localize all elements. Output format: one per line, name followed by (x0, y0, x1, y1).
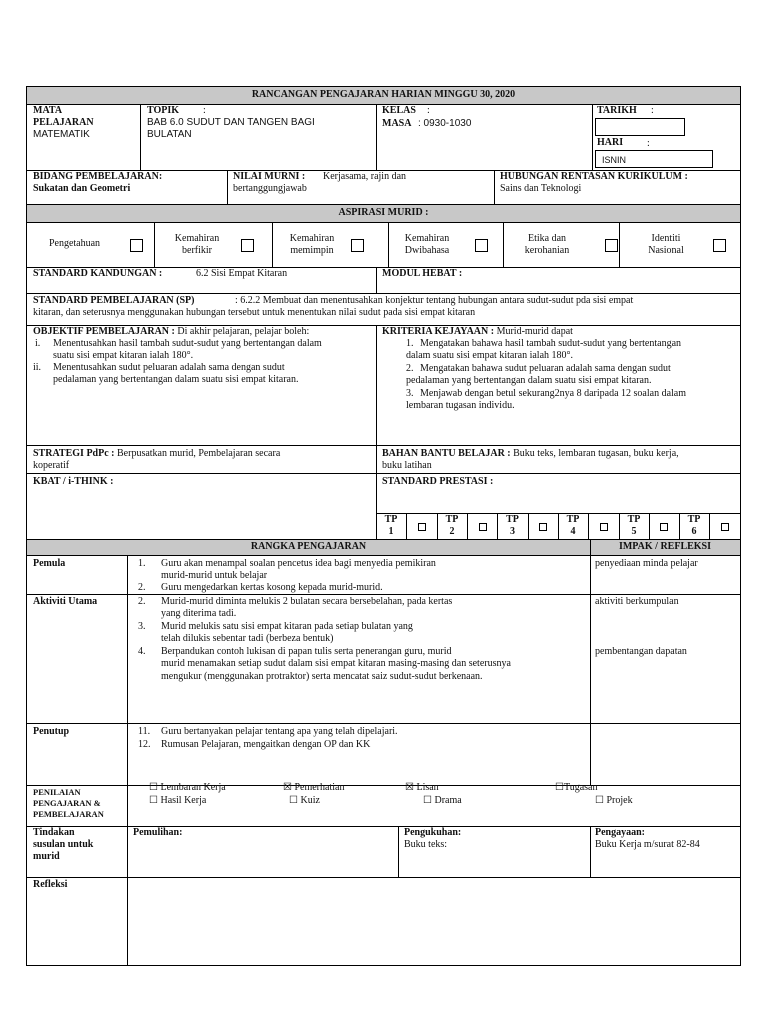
penutup-num: 11. (138, 726, 151, 737)
penilaian-label-line: PENGAJARAN & (33, 798, 101, 808)
aspirasi-item-memimpin (274, 233, 350, 257)
option-label: Lembaran Kerja (160, 782, 226, 793)
tp-2 (437, 514, 467, 538)
hari-colon: : (647, 138, 650, 149)
nilai-value-1: Kerjasama, rajin dan (323, 171, 407, 182)
tp-label: TP (384, 514, 398, 525)
aktiviti-label: Aktiviti Utama (33, 596, 98, 607)
kriteria-label: KRITERIA KEJAYAAN : (382, 326, 495, 337)
tarikh-colon: : (651, 105, 654, 116)
tp-checkbox-3[interactable] (539, 523, 547, 531)
prestasi-label: STANDARD PRESTASI : (382, 476, 494, 487)
aspirasi-item-berfikir (157, 233, 237, 257)
option-label: Pemerhatian (294, 782, 345, 793)
nilai-label: NILAI MURNI : (233, 171, 306, 182)
rangka-heading: RANGKA PENGAJARAN (250, 541, 367, 552)
penilaian-option-lisan[interactable] (405, 782, 439, 794)
objektif-label: OBJEKTIF PEMBELAJARAN : (33, 326, 175, 337)
penilaian-label-line: PENILAIAN (33, 787, 81, 797)
pengukuhan-value: Buku teks: (404, 839, 448, 850)
topik-value-1: BAB 6.0 SUDUT DAN TANGEN BAGI (147, 117, 315, 128)
kriteria-item-line: Mengatakan bahawa sudut peluaran adalah sama dengan sudut (420, 363, 671, 374)
pengayaan-value: Buku Kerja m/surat 82-84 (595, 839, 700, 850)
aspirasi-label: Kemahiran (174, 233, 220, 244)
tp-4 (558, 514, 588, 538)
checkbox-icon: ☐ (149, 782, 158, 793)
objektif-num: ii. (33, 362, 42, 373)
aspirasi-checkbox-memimpin[interactable] (351, 239, 364, 252)
bidang-value: Sukatan dan Geometri (33, 183, 131, 194)
bahan-value-2: buku latihan (382, 460, 432, 471)
tp-1 (376, 514, 406, 538)
kriteria-item-line: dalam suatu sisi empat kitaran ialah 180°. (406, 350, 574, 361)
checked-box-icon: ☒ (283, 782, 292, 793)
penutup-line: Guru bertanyakan pelajar tentang apa yang telah dipelajari. (161, 726, 398, 737)
aspirasi-item-dwibahasa (389, 233, 465, 257)
tarikh-label: TARIKH (597, 105, 637, 116)
tp-number: 6 (691, 526, 697, 537)
pemula-num: 2. (138, 582, 146, 593)
checkbox-icon: ☐ (149, 795, 158, 806)
kelas-colon: : (427, 105, 430, 116)
aspirasi-label: berfikir (182, 245, 212, 256)
objektif-num: i. (35, 338, 41, 349)
bahan-label: BAHAN BANTU BELAJAR : (382, 448, 511, 459)
tp-3 (497, 514, 528, 538)
option-label: Tugasan (563, 782, 598, 793)
kriteria-heading (382, 326, 573, 338)
aspirasi-label: Kemahiran (289, 233, 335, 244)
mata-label-2: PELAJARAN (33, 117, 94, 128)
topik-label: TOPIK (147, 105, 180, 116)
checkbox-icon: ☐ (423, 795, 432, 806)
aspirasi-heading: ASPIRASI MURID : (338, 207, 429, 218)
page-title: RANCANGAN PENGAJARAN HARIAN MINGGU 30, 2020 (251, 89, 516, 100)
tindakan-label-line: Tindakan (33, 827, 75, 838)
hubungan-value: Sains dan Teknologi (500, 183, 582, 194)
pemula-num: 1. (138, 558, 146, 569)
tindakan-label-line: murid (33, 851, 60, 862)
checkbox-icon: ☐ (555, 782, 564, 793)
option-label: Kuiz (300, 795, 320, 806)
pengayaan-label: Pengayaan: (595, 827, 645, 838)
sp-line-2: kitaran, dan seterusnya menggunakan hubungan tersebut untuk menentukan nilai sudut pada sisi empat kitaran (33, 307, 476, 318)
pemula-line: Guru akan menampal soalan pencetus idea bagi menyedia pemikiran (161, 558, 436, 569)
tp-5 (619, 514, 649, 538)
penilaian-label (33, 787, 104, 820)
aktiviti-num: 2. (138, 596, 146, 607)
penutup-label: Penutup (33, 726, 70, 737)
option-label: Drama (434, 795, 462, 806)
objektif-intro: Di akhir pelajaran, pelajar boleh: (177, 326, 310, 337)
tp-label: TP (627, 514, 641, 525)
kbat-label: KBAT / i-THINK : (33, 476, 114, 487)
aktiviti-line: Murid-murid diminta melukis 2 bulatan secara bersebelahan, pada kertas (161, 596, 453, 607)
penilaian-option-projek[interactable] (595, 795, 633, 807)
kriteria-num: 3. (406, 388, 414, 399)
aktiviti-line: mengukur (menggunakan protraktor) serta mencatat saiz sudut-sudut berkenaan. (161, 671, 483, 682)
aspirasi-checkbox-dwibahasa[interactable] (475, 239, 488, 252)
tp-label: TP (687, 514, 701, 525)
checked-box-icon: ☒ (405, 782, 414, 793)
penilaian-option-pemerhatian[interactable] (283, 782, 344, 794)
tp-checkbox-2[interactable] (479, 523, 487, 531)
strategi-value-2: koperatif (33, 460, 70, 471)
aspirasi-item-identiti (621, 233, 711, 257)
masa-value: : 0930-1030 (418, 118, 472, 129)
tarikh-field[interactable] (595, 118, 685, 136)
topik-value-2: BULATAN (147, 129, 192, 140)
aspirasi-label: Kemahiran (404, 233, 450, 244)
pemula-line: murid-murid untuk belajar (161, 570, 268, 581)
aktiviti-num: 4. (138, 646, 146, 657)
hari-label: HARI (597, 137, 624, 148)
kelas-label: KELAS (382, 105, 416, 116)
pemula-impak: penyediaan minda pelajar (595, 558, 698, 569)
sk-label: STANDARD KANDUNGAN : (33, 268, 163, 279)
aspirasi-label: Nasional (648, 245, 684, 256)
mata-value: MATEMATIK (33, 129, 90, 140)
tp-checkbox-5[interactable] (660, 523, 668, 531)
tindakan-label-line: susulan untuk (33, 839, 94, 850)
tp-6 (679, 514, 709, 538)
kriteria-item-line: lembaran tugasan individu. (406, 400, 515, 411)
pemulihan-label: Pemulihan: (133, 827, 183, 838)
strategi-row (33, 448, 280, 460)
option-label: Projek (606, 795, 633, 806)
bahan-row (382, 448, 679, 460)
refleksi-label: Refleksi (33, 879, 68, 890)
nilai-value-2: bertanggungjawab (233, 183, 307, 194)
penilaian-option-tugasan[interactable] (555, 782, 598, 794)
aktiviti-line: yang diterima tadi. (161, 608, 237, 619)
kriteria-item-line: Menjawab dengan betul sekurang2nya 8 daripada 12 soalan dalam (420, 388, 687, 399)
hari-value: ISNIN (602, 155, 627, 165)
aspirasi-label: Dwibahasa (404, 245, 450, 256)
kriteria-item-line: Mengatakan bahawa hasil tambah sudut-sudut yang bertentangan (420, 338, 682, 349)
aspirasi-label: kerohanian (524, 245, 570, 256)
hubungan-label: HUBUNGAN RENTASAN KURIKULUM : (500, 171, 688, 182)
strategi-label: STRATEGI PdPc : (33, 448, 115, 459)
objektif-item-line: pedalaman yang bertentangan dalam suatu sisi empat kitaran. (53, 374, 299, 385)
tp-number: 3 (510, 526, 515, 537)
penilaian-option-kuiz[interactable] (289, 795, 320, 807)
aspirasi-label: memimpin (290, 245, 334, 256)
checkbox-icon: ☐ (289, 795, 298, 806)
tp-checkbox-6[interactable] (721, 523, 729, 531)
pengukuhan-label: Pengukuhan: (404, 827, 462, 838)
checkbox-icon: ☐ (595, 795, 604, 806)
strategi-value: Berpusatkan murid, Pembelajaran secara (117, 448, 281, 459)
tp-number: 4 (570, 526, 576, 537)
aspirasi-checkbox-berfikir[interactable] (241, 239, 254, 252)
lesson-plan-table (26, 86, 741, 966)
objektif-item-line: suatu sisi empat kitaran ialah 180°. (53, 350, 194, 361)
aktiviti-line: telah dilukis sebentar tadi (berbeza bentuk) (161, 633, 334, 644)
option-label: Hasil Kerja (160, 795, 207, 806)
aspirasi-checkbox-etika[interactable] (605, 239, 618, 252)
objektif-item-line: Menentusahkan hasil tambah sudut-sudut yang bertentangan dalam (53, 338, 322, 349)
penutup-line: Rumusan Pelajaran, mengaitkan dengan OP dan KK (161, 739, 371, 750)
aspirasi-label: Etika dan (527, 233, 567, 244)
tp-checkbox-4[interactable] (600, 523, 608, 531)
mata-label-1: MATA (33, 105, 63, 116)
aspirasi-label: Pengetahuan (48, 238, 101, 249)
impak-heading: IMPAK / REFLEKSI (618, 541, 712, 552)
bidang-label: BIDANG PEMBELAJARAN: (33, 171, 163, 182)
aktiviti-num: 3. (138, 621, 146, 632)
tp-checkbox-1[interactable] (418, 523, 426, 531)
tp-label: TP (445, 514, 459, 525)
kriteria-intro: Murid-murid dapat (496, 326, 573, 337)
tp-label: TP (506, 514, 519, 525)
option-label: Lisan (416, 782, 439, 793)
aspirasi-checkbox-identiti[interactable] (713, 239, 726, 252)
aktiviti-line: murid menamakan setiap sudut dalam sisi empat kitaran masing-masing dan seterusnya (161, 658, 511, 669)
pemula-label: Pemula (33, 558, 66, 569)
aspirasi-item-pengetahuan (27, 238, 122, 250)
kriteria-num: 2. (406, 363, 414, 374)
tp-label: TP (566, 514, 580, 525)
sp-label: STANDARD PEMBELAJARAN (SP) (33, 295, 195, 306)
aktiviti-impak-1: aktiviti berkumpulan (595, 596, 679, 607)
penutup-num: 12. (138, 739, 151, 750)
kriteria-num: 1. (406, 338, 414, 349)
tp-number: 2 (449, 526, 455, 537)
aktiviti-line: Berpandukan contoh lukisan di papan tulis serta penerangan guru, murid (161, 646, 452, 657)
topik-colon: : (203, 105, 206, 116)
aspirasi-item-etika (505, 233, 589, 257)
sp-line-1: : 6.2.2 Membuat dan menentusahkan konjektur tentang hubungan antara sudut-sudut pda sisi empat (235, 295, 634, 306)
penilaian-option-drama[interactable] (423, 795, 462, 807)
tindakan-label (33, 827, 93, 863)
pemula-line: Guru mengedarkan kertas kosong kepada murid-murid. (161, 582, 383, 593)
refleksi-field[interactable] (128, 878, 740, 966)
penilaian-option-hasil[interactable] (149, 795, 206, 807)
objektif-heading (33, 326, 309, 338)
modul-label: MODUL HEBAT : (382, 268, 463, 279)
aspirasi-checkbox-pengetahuan[interactable] (130, 239, 143, 252)
penilaian-option-lembaran[interactable] (149, 782, 226, 794)
bahan-value: Buku teks, lembaran tugasan, buku kerja, (513, 448, 679, 459)
aktiviti-impak-2: pembentangan dapatan (595, 646, 687, 657)
aspirasi-label: Identiti (651, 233, 681, 244)
masa-label: MASA (382, 118, 412, 129)
objektif-item-line: Menentusahkan sudut peluaran adalah sama dengan sudut (53, 362, 285, 373)
tp-number: 5 (631, 526, 637, 537)
aktiviti-line: Murid melukis satu sisi empat kitaran pada setiap bulatan yang (161, 621, 413, 632)
kriteria-item-line: pedalaman yang bertentangan dalam suatu sisi empat kitaran. (406, 375, 652, 386)
penilaian-label-line: PEMBELAJARAN (33, 809, 104, 819)
tp-number: 1 (388, 526, 394, 537)
sk-value: 6.2 Sisi Empat Kitaran (196, 268, 288, 279)
